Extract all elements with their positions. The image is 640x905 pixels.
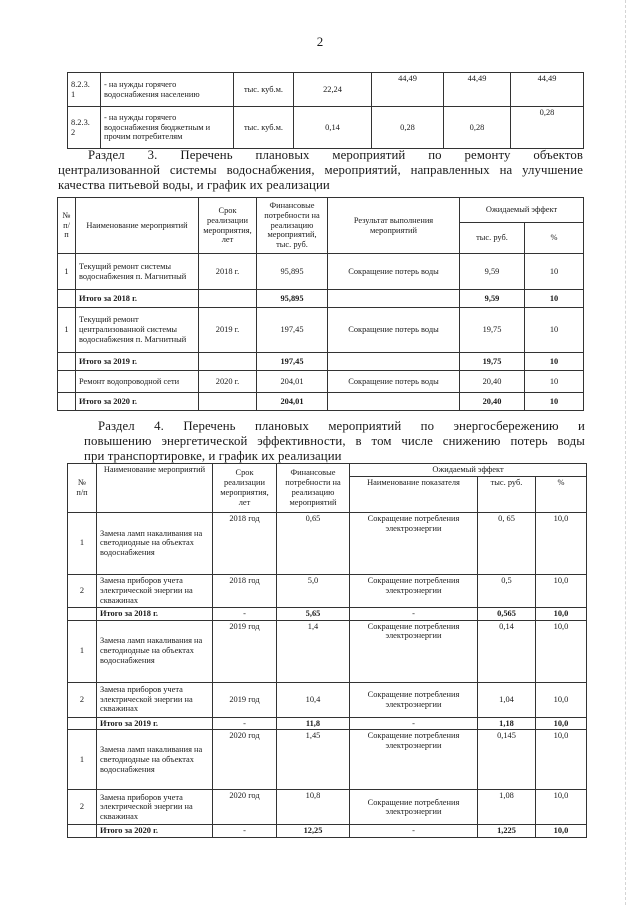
row-name: Замена ламп накаливания на светодиодные на объектах водоснабжения: [97, 620, 213, 682]
row-term: 2018 год: [213, 574, 277, 607]
total-finance: 95,895: [257, 290, 328, 308]
row-number: 2: [68, 574, 97, 607]
table-row: [68, 574, 587, 607]
row-rub: 20,40: [460, 371, 525, 393]
section-3-heading-line: Раздел 3. Перечень плановых мероприятий по ремонту объектов: [88, 148, 583, 162]
total-row: [68, 825, 587, 838]
row-term: 2019 год: [213, 682, 277, 717]
section-3-heading: [88, 148, 583, 163]
row-pct: 10,0: [536, 682, 587, 717]
header-name: Наименование мероприятий: [76, 198, 199, 254]
header-pct: %: [536, 476, 587, 512]
row-term: 2020 г.: [199, 371, 257, 393]
row-value: 44,49: [511, 73, 584, 107]
row-indicator: Сокращение потребления электроэнергии: [350, 682, 478, 717]
row-indicator: Сокращение потребления электроэнергии: [350, 620, 478, 682]
total-row: [68, 607, 587, 620]
total-rub: 1,18: [478, 717, 536, 730]
total-label: Итого за 2020 г.: [97, 825, 213, 838]
section-3-heading-cont: [58, 163, 583, 193]
row-name: - на нужды горячего водоснабжения бюджетным и прочим потребителям: [101, 107, 234, 149]
row-rub: 0,5: [478, 574, 536, 607]
row-rub: 1,04: [478, 682, 536, 717]
total-label: Итого за 2019 г.: [97, 717, 213, 730]
header-indicator: Наименование показателя: [350, 476, 478, 512]
row-value: 44,49: [444, 73, 511, 107]
header-name: Наименование мероприятий: [97, 464, 213, 513]
row-rub: 0, 65: [478, 512, 536, 574]
row-value: 0,28: [511, 107, 584, 149]
header-num: № п/п: [68, 464, 97, 513]
header-pct: %: [525, 223, 584, 254]
header-rub: тыс. руб.: [478, 476, 536, 512]
table-row: [58, 254, 584, 290]
header-finance: Финансовые потребности на реализацию мероприятий: [277, 464, 350, 513]
row-finance: 95,895: [257, 254, 328, 290]
total-row: [58, 393, 584, 411]
row-term: 2019 год: [213, 620, 277, 682]
row-term: 2018 г.: [199, 254, 257, 290]
row-finance: 10,8: [277, 790, 350, 825]
total-term: -: [213, 717, 277, 730]
section-4-table: [67, 463, 587, 838]
header-term: Срок реализации мероприятия, лет: [213, 464, 277, 513]
row-rub: 19,75: [460, 308, 525, 353]
row-name: Текущий ремонт системы водоснабжения п. Магнитный: [76, 254, 199, 290]
row-pct: 10: [525, 308, 584, 353]
row-number: [58, 371, 76, 393]
total-pct: 10: [525, 393, 584, 411]
row-result: Сокращение потерь воды: [328, 308, 460, 353]
total-label: Итого за 2018 г.: [76, 290, 199, 308]
row-pct: 10,0: [536, 574, 587, 607]
row-number: 1: [68, 512, 97, 574]
table-row: [58, 308, 584, 353]
row-indicator: Сокращение потребления электроэнергии: [350, 730, 478, 790]
row-unit: тыс. куб.м.: [234, 107, 294, 149]
table-row: [68, 512, 587, 574]
row-pct: 10: [525, 371, 584, 393]
row-rub: 9,59: [460, 254, 525, 290]
row-value: 0,14: [294, 107, 372, 149]
row-term: 2018 год: [213, 512, 277, 574]
row-rub: 0,14: [478, 620, 536, 682]
water-volume-table: [67, 72, 584, 149]
row-name: Замена приборов учета электрической энергии на скважинах: [97, 790, 213, 825]
header-rub: тыс. руб.: [460, 223, 525, 254]
total-term: -: [213, 607, 277, 620]
row-number: 1: [58, 308, 76, 353]
row-number: 8.2.3. 1: [68, 73, 101, 107]
total-row: [58, 290, 584, 308]
row-finance: 10,4: [277, 682, 350, 717]
row-finance: 5,0: [277, 574, 350, 607]
total-rub: 1,225: [478, 825, 536, 838]
total-row: [68, 717, 587, 730]
row-term: 2020 год: [213, 730, 277, 790]
row-value: 44,49: [372, 73, 444, 107]
header-effect: Ожидаемый эффект: [460, 198, 584, 223]
total-label: Итого за 2018 г.: [97, 607, 213, 620]
row-indicator: Сокращение потребления электроэнергии: [350, 512, 478, 574]
total-pct: 10,0: [536, 607, 587, 620]
scan-edge-divider: [624, 0, 626, 905]
total-finance: 12,25: [277, 825, 350, 838]
table-row: [68, 730, 587, 790]
table-row: [68, 73, 584, 107]
row-finance: 197,45: [257, 308, 328, 353]
row-finance: 1,4: [277, 620, 350, 682]
total-pct: 10,0: [536, 717, 587, 730]
row-number: 2: [68, 682, 97, 717]
section-4-heading-line: повышению энергетической эффективности, в том числе снижению потерь воды: [84, 434, 585, 448]
total-rub: 20,40: [460, 393, 525, 411]
total-finance: 204,01: [257, 393, 328, 411]
header-result: Результат выполнения мероприятий: [328, 198, 460, 254]
row-value: 0,28: [372, 107, 444, 149]
row-term: 2020 год: [213, 790, 277, 825]
total-finance: 197,45: [257, 353, 328, 371]
table-row: [58, 371, 584, 393]
total-row: [58, 353, 584, 371]
row-name: - на нужды горячего водоснабжения населению: [101, 73, 234, 107]
header-num: № п/ п: [58, 198, 76, 254]
table-row: [68, 620, 587, 682]
total-label: Итого за 2019 г.: [76, 353, 199, 371]
row-pct: 10,0: [536, 620, 587, 682]
row-name: Ремонт водопроводной сети: [76, 371, 199, 393]
row-pct: 10,0: [536, 512, 587, 574]
table-row: [68, 107, 584, 149]
row-finance: 1,45: [277, 730, 350, 790]
row-finance: 204,01: [257, 371, 328, 393]
table-row: [68, 790, 587, 825]
section-4-heading: [98, 419, 585, 434]
total-pct: 10,0: [536, 825, 587, 838]
total-rub: 9,59: [460, 290, 525, 308]
section-4-heading-cont: [84, 434, 585, 464]
row-value: 0,28: [444, 107, 511, 149]
row-rub: 1,08: [478, 790, 536, 825]
row-rub: 0,145: [478, 730, 536, 790]
row-number: 8.2.3. 2: [68, 107, 101, 149]
header-finance: Финансовые потребности на реализацию мероприятий, тыс. руб.: [257, 198, 328, 254]
total-indicator: -: [350, 717, 478, 730]
row-number: 1: [58, 254, 76, 290]
header-effect: Ожидаемый эффект: [350, 464, 587, 477]
row-name: Замена приборов учета электрической энергии на скважинах: [97, 574, 213, 607]
section-3-heading-line: централизованной системы водоснабжения, мероприятий, направленных на улучшение: [58, 163, 583, 177]
row-number: 1: [68, 620, 97, 682]
row-number: 2: [68, 790, 97, 825]
row-term: 2019 г.: [199, 308, 257, 353]
total-finance: 11,8: [277, 717, 350, 730]
row-unit: тыс. куб.м.: [234, 73, 294, 107]
total-pct: 10: [525, 353, 584, 371]
row-value: 22,24: [294, 73, 372, 107]
row-pct: 10: [525, 254, 584, 290]
total-indicator: -: [350, 607, 478, 620]
row-name: Замена ламп накаливания на светодиодные на объектах водоснабжения: [97, 512, 213, 574]
total-finance: 5,65: [277, 607, 350, 620]
row-result: Сокращение потерь воды: [328, 254, 460, 290]
total-rub: 0,565: [478, 607, 536, 620]
total-term: -: [213, 825, 277, 838]
page-number: 2: [316, 34, 324, 49]
row-name: Замена ламп накаливания на светодиодные на объектах водоснабжения: [97, 730, 213, 790]
section-4-heading-line: при транспортировке, и график их реализации: [84, 449, 342, 463]
total-label: Итого за 2020 г.: [76, 393, 199, 411]
total-indicator: -: [350, 825, 478, 838]
row-number: 1: [68, 730, 97, 790]
row-result: Сокращение потерь воды: [328, 371, 460, 393]
row-pct: 10,0: [536, 730, 587, 790]
row-name: Текущий ремонт централизованной системы водоснабжения п. Магнитный: [76, 308, 199, 353]
header-term: Срок реализации мероприятия, лет: [199, 198, 257, 254]
total-rub: 19,75: [460, 353, 525, 371]
row-indicator: Сокращение потребления электроэнергии: [350, 790, 478, 825]
row-pct: 10,0: [536, 790, 587, 825]
row-name: Замена приборов учета электрической энергии на скважинах: [97, 682, 213, 717]
row-indicator: Сокращение потребления электроэнергии: [350, 574, 478, 607]
section-3-heading-line: качества питьевой воды, и график их реализации: [58, 178, 330, 192]
section-3-table: [57, 197, 584, 411]
section-4-heading-line: Раздел 4. Перечень плановых мероприятий по энергосбережению и: [98, 419, 585, 433]
row-finance: 0,65: [277, 512, 350, 574]
table-row: [68, 682, 587, 717]
total-pct: 10: [525, 290, 584, 308]
